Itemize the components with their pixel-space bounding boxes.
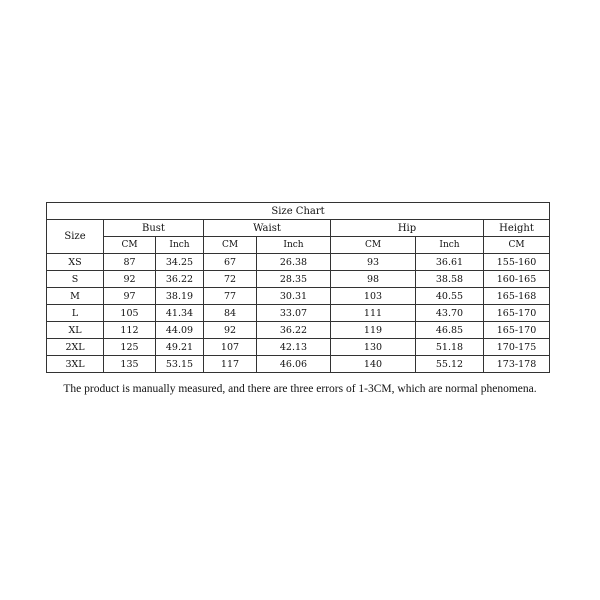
hip-inch-cell: 55.12 xyxy=(416,356,484,373)
waist-cm-cell: 72 xyxy=(204,271,257,288)
table-row xyxy=(47,322,550,339)
size-label: 3XL xyxy=(47,356,104,373)
waist-inch-cell: 46.06 xyxy=(257,356,331,373)
title-row xyxy=(47,203,550,220)
table-row xyxy=(47,271,550,288)
table-row xyxy=(47,339,550,356)
size-label: S xyxy=(47,271,104,288)
bust-cm-cell: 105 xyxy=(104,305,156,322)
waist-cm-cell: 84 xyxy=(204,305,257,322)
size-label: XS xyxy=(47,254,104,271)
hip-cm-cell: 140 xyxy=(331,356,416,373)
bust-inch-cell: 36.22 xyxy=(156,271,204,288)
size-label: XL xyxy=(47,322,104,339)
hip-header: Hip xyxy=(331,220,484,237)
bust-cm-cell: 87 xyxy=(104,254,156,271)
unit-header-row xyxy=(47,237,550,254)
height-cm-cell: 165-170 xyxy=(484,322,550,339)
table-row xyxy=(47,288,550,305)
hip-inch-cell: 51.18 xyxy=(416,339,484,356)
bust-header: Bust xyxy=(104,220,204,237)
bust-cm-cell: 97 xyxy=(104,288,156,305)
height-cm-header: CM xyxy=(484,237,550,254)
table-title: Size Chart xyxy=(47,203,550,220)
hip-cm-cell: 93 xyxy=(331,254,416,271)
bust-inch-cell: 49.21 xyxy=(156,339,204,356)
bust-cm-cell: 112 xyxy=(104,322,156,339)
bust-cm-cell: 92 xyxy=(104,271,156,288)
hip-inch-cell: 38.58 xyxy=(416,271,484,288)
bust-inch-header: Inch xyxy=(156,237,204,254)
height-cm-cell: 173-178 xyxy=(484,356,550,373)
waist-inch-cell: 28.35 xyxy=(257,271,331,288)
waist-cm-cell: 92 xyxy=(204,322,257,339)
hip-inch-cell: 43.70 xyxy=(416,305,484,322)
bust-inch-cell: 53.15 xyxy=(156,356,204,373)
measurement-note: The product is manually measured, and there are three errors of 1-3CM, which are normal phenomena. xyxy=(63,383,537,395)
hip-cm-header: CM xyxy=(331,237,416,254)
hip-cm-cell: 111 xyxy=(331,305,416,322)
size-label: L xyxy=(47,305,104,322)
hip-inch-cell: 46.85 xyxy=(416,322,484,339)
waist-header: Waist xyxy=(204,220,331,237)
height-cm-cell: 160-165 xyxy=(484,271,550,288)
height-cm-cell: 170-175 xyxy=(484,339,550,356)
bust-inch-cell: 41.34 xyxy=(156,305,204,322)
waist-inch-cell: 33.07 xyxy=(257,305,331,322)
height-cm-cell: 165-170 xyxy=(484,305,550,322)
table-row xyxy=(47,305,550,322)
size-label: M xyxy=(47,288,104,305)
hip-inch-header: Inch xyxy=(416,237,484,254)
waist-inch-cell: 26.38 xyxy=(257,254,331,271)
bust-cm-cell: 135 xyxy=(104,356,156,373)
bust-inch-cell: 38.19 xyxy=(156,288,204,305)
group-header-row xyxy=(47,220,550,237)
waist-cm-cell: 67 xyxy=(204,254,257,271)
waist-cm-cell: 107 xyxy=(204,339,257,356)
hip-cm-cell: 119 xyxy=(331,322,416,339)
bust-cm-cell: 125 xyxy=(104,339,156,356)
hip-cm-cell: 98 xyxy=(331,271,416,288)
hip-inch-cell: 36.61 xyxy=(416,254,484,271)
waist-inch-header: Inch xyxy=(257,237,331,254)
height-cm-cell: 165-168 xyxy=(484,288,550,305)
size-header: Size xyxy=(47,220,104,254)
waist-cm-cell: 77 xyxy=(204,288,257,305)
bust-inch-cell: 44.09 xyxy=(156,322,204,339)
waist-cm-header: CM xyxy=(204,237,257,254)
hip-cm-cell: 103 xyxy=(331,288,416,305)
waist-inch-cell: 30.31 xyxy=(257,288,331,305)
height-cm-cell: 155-160 xyxy=(484,254,550,271)
waist-inch-cell: 42.13 xyxy=(257,339,331,356)
waist-inch-cell: 36.22 xyxy=(257,322,331,339)
table-row xyxy=(47,254,550,271)
hip-cm-cell: 130 xyxy=(331,339,416,356)
height-header: Height xyxy=(484,220,550,237)
table-row xyxy=(47,356,550,373)
size-label: 2XL xyxy=(47,339,104,356)
size-chart-table xyxy=(46,202,550,373)
hip-inch-cell: 40.55 xyxy=(416,288,484,305)
bust-cm-header: CM xyxy=(104,237,156,254)
waist-cm-cell: 117 xyxy=(204,356,257,373)
bust-inch-cell: 34.25 xyxy=(156,254,204,271)
